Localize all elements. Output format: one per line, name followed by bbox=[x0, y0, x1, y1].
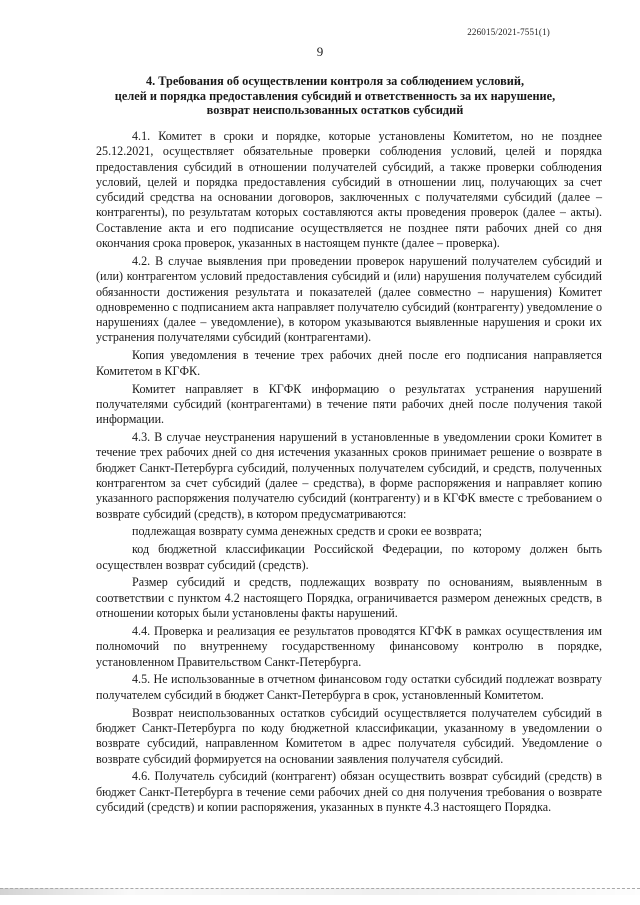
paragraph-budget-code: код бюджетной классификации Российской Федерации, по которому должен быть осуществлен возврат субсидий (средств). bbox=[96, 542, 602, 572]
page-number: 9 bbox=[316, 44, 324, 59]
paragraph-return-size: Размер субсидий и средств, подлежащих возврату по основаниям, выявленным в соответствии с пунктом 4.2 настоящего Порядка, ограничивается размером денежных средств, в отношении которых были установлены факты нарушений. bbox=[96, 575, 602, 621]
paragraph-4-3: 4.3. В случае неустранения нарушений в установленные в уведомлении сроки Комитет в течение трех рабочих дней со дня истечения указанных сроков принимает решение о возврате в бюджет Санкт-Петербурга субсидий, полученных получателем субсидий, и средств, полученных контрагентом за счет субсидий (далее – средства), в форме распоряжения и направляет копию указанного распоряжения получателю субсидий (контрагенту) и в КГФК вместе с требованием о возврате субсидий (средств), в котором предусматриваются: bbox=[96, 430, 602, 521]
scan-edge-artifact bbox=[0, 888, 640, 895]
document-id: 226015/2021-7551(1) bbox=[467, 27, 550, 37]
section-title-line: возврат неиспользованных остатков субсидий bbox=[206, 103, 464, 117]
paragraph-kgfk-info: Комитет направляет в КГФК информацию о результатах устранения нарушений получателями субсидий (контрагентами) в течение пяти рабочих дней после получения такой информации. bbox=[96, 381, 602, 427]
section-title bbox=[110, 74, 560, 118]
paragraph-unused-remainder: Возврат неиспользованных остатков субсидий осуществляется получателем субсидий в бюджет Санкт-Петербурга по коду бюджетной классификации, указанному в уведомлении о возврате субсидий, направленном Комитетом в адрес получателя субсидий. Уведомление о возврате субсидий формируется на основании заявления получателя субсидий. bbox=[96, 705, 602, 766]
paragraph-4-6: 4.6. Получатель субсидий (контрагент) обязан осуществить возврат субсидий (средств) в бюджет Санкт-Петербурга в течение семи рабочих дней со дня получения требования о возврате субсидий (средств) и копии распоряжения, указанных в пункте 4.3 настоящего Порядка. bbox=[96, 769, 602, 814]
paragraph-copy-notice: Копия уведомления в течение трех рабочих дней после его подписания направляется Комитетом в КГФК. bbox=[96, 348, 602, 378]
paragraph-4-2: 4.2. В случае выявления при проведении проверок нарушений получателем субсидий и (или) контрагентом условий предоставления субсидий и (или) нарушения получателем субсидий обязанности достижения результата и показателей (далее совместно – нарушения) Комитет одновременно с подписанием акта направляет получателю субсидий (контрагенту) уведомление о нарушениях (далее – уведомление), в котором указываются выявленные нарушения и сроки их устранения получателями субсидий (контрагентами). bbox=[96, 253, 602, 345]
section-title-line: 4. Требования об осуществлении контроля за соблюдением условий, bbox=[145, 74, 525, 88]
paragraph-return-amount: подлежащая возврату сумма денежных средств и сроки ее возврата; bbox=[132, 524, 482, 539]
paragraph-4-5: 4.5. Не использованные в отчетном финансовом году остатки субсидий подлежат возврату получателем субсидий в бюджет Санкт-Петербурга в срок, установленный Комитетом. bbox=[96, 672, 602, 702]
paragraph-4-1: 4.1. Комитет в сроки и порядке, которые установлены Комитетом, но не позднее 25.12.2021, осуществляет обязательные проверки соблюдения условий, целей и порядка предоставления субсидий в отношении получателей субсидий, а также проверки соблюдения условий, целей и порядка предоставления субсидий в отношении лиц, получающих за счет субсидий средства на основании договоров, заключенных с получателями субсидий (далее – контрагенты), по результатам которых составляются акты проведения проверок (далее – акты). Составление акта и его подписание осуществляется не позднее пяти рабочих дней со дня окончания срока проверок, указанных в настоящем пункте (далее – проверка). bbox=[96, 129, 602, 251]
paragraph-4-4: 4.4. Проверка и реализация ее результатов проводятся КГФК в рамках осуществления им полномочий по внутреннему государственному финансовому контролю в порядке, установленном Правительством Санкт-Петербурга. bbox=[96, 623, 602, 669]
document-body bbox=[96, 129, 602, 818]
section-title-line: целей и порядка предоставления субсидий и ответственность за их нарушение, bbox=[114, 88, 556, 103]
